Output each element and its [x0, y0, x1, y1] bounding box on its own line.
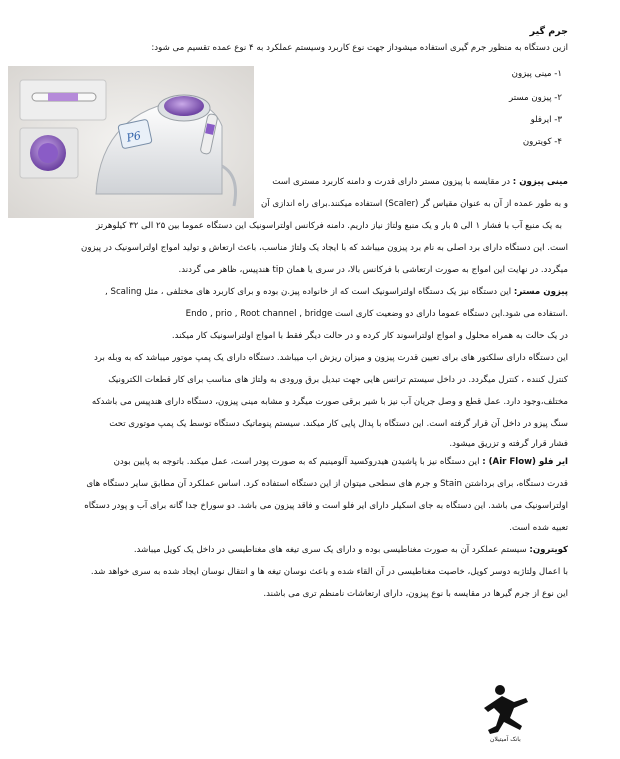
paragraph-line: به یک منبع آب با فشار ۱ الی ۵ بار و یک منبع ولتاژ نیاز داریم. دامنه فرکانس اولتراسونیک این دستگاه عموما بین ۲۵ الی ۳۲ کیلوهرتز: [95, 221, 562, 231]
paragraph-line: اولتراسونیک می باشد. این دستگاه به جای اسکیلر دارای ایر فلو است و فاقد پیزون می باشد. دو سوراخ جدا گانه برای آب و پودر دستگاه: [84, 501, 568, 511]
scaler-device-illustration: [8, 66, 254, 218]
paragraph-line: قدرت دستگاه، برای برداشتن Stain و جرم های سطحی میتوان از این دستگاه استفاده کرد. اساس عملکرد آن مطابق سایر دستگاه های: [86, 479, 568, 489]
paragraph-line: این دستگاه دارای سلکتور های برای تعیین قدرت پیزون و میزان ریزش اب میباشد. دستگاه دارای یک پمپ موتور میباشد که به وبله برد: [93, 353, 568, 363]
runner-logo-icon: [480, 680, 546, 744]
paragraph-line: Endo , prio , Root channel , bridge استفاده می شود.این دستگاه عموما دارای دو وضعیت کاری است.: [185, 309, 568, 319]
paragraph-line: این نوع از جرم گیرها در مقایسه با نوع پیزون، دارای ارتعاشات نامنظم تری می باشند.: [263, 589, 568, 599]
paragraph-line: تعبیه شده است.: [509, 523, 568, 533]
list-item: ۳- ایرفلو: [530, 115, 562, 125]
intro-paragraph: ازین دستگاه به منظور جرم گیری استفاده میشوداز جهت نوع کاربرد وسیستم عملکرد به ۴ نوع عمده تقسیم می شود:: [151, 43, 568, 53]
paragraph-line: پیزون مستر: این دستگاه نیز یک دستگاه اولتراسونیک است که از خانواده پیز.ن بوده و برای کاربرد های مختلفی ، مثل Scaling ,: [105, 287, 568, 297]
scaler-device-photo: [8, 66, 254, 218]
paragraph-line: ایر فلو (Air Flow) : این دستگاه نیز با پاشیدن هیدروکسید آلومینیم که به صورت پودر است، عمل میکند. باتوجه به پایین بودن: [113, 457, 568, 467]
paragraph-line: کویترون: سیستم عملکرد آن به صورت مغناطیسی بوده و دارای یک سری تیغه های مغناطیسی در داخل یک کویل میباشد.: [133, 545, 568, 555]
paragraph-line: با اعمال ولتاژبه دوسر کویل، خاصیت مغناطیسی در آن القاء شده و باعث نوسان تیغه ها و انتقال نوسان ایجاد شده به سری خواهد شد.: [90, 567, 568, 577]
list-item: ۲- پیزون مستر: [509, 93, 562, 103]
paragraph-line: فشار قرار گرفته و تزریق میشود.: [449, 439, 568, 449]
publisher-logo: [480, 680, 546, 744]
paragraph-line: کنترل کننده ، کنترل میگردد. در داخل سیستم ترانس هایی جهت تبدیل برق ورودی به ولتاژ های مناسب برای کار قطعات الکترونیک: [108, 375, 568, 385]
paragraph-line: و به طور عمده از آن به عنوان مقیاس گر (Scaler) استفاده میکنند.برای راه اندازی آن: [260, 199, 568, 209]
brand-mark: P6: [125, 128, 143, 145]
paragraph-line: میگردد. در نهایت این امواج به صورت ارتعاشی با فرکانس بالا، در سری یا همان tip هندپیس، ظاهر می گردند.: [178, 265, 568, 275]
paragraph-line: سنگ پیزو در داخل آن قرار گرفته است. این دستگاه با پدال پایی کار میکند. سیستم پنوماتیک دستگاه توسط یک پمپ موتوری تحت: [109, 419, 568, 429]
list-item: ۱- مینی پیزون: [511, 69, 562, 79]
paragraph-line: است. این دستگاه دارای برد اصلی به نام برد پیزون میباشد که با ایجاد یک ولتاژ مناسب، باعث ارتعاش و تولید امواج اولتراسونیک در پیزون: [81, 243, 568, 253]
paragraph-line: مختلف،وجود دارد. عمل قطع و وصل جریان آب نیز با شیر برقی صورت میگرد و مشابه مینی پیزون، دستگاه دارای هندپیس می باشدکه: [91, 397, 568, 407]
paragraph-line: در یک حالت به همراه محلول و امواج اولتراسوند کار کرده و در حالت دیگر فقط با امواج اولتراسونیک کار میکند.: [171, 331, 568, 341]
logo-caption: بانک آمیتیلان: [490, 736, 521, 743]
paragraph-line: مینی پیزون : در مقایسه با پیزون مستر دارای قدرت و دامنه کاربرد مستری است: [272, 177, 568, 187]
list-item: ۴- کویترون: [522, 137, 562, 147]
section-title: جرم گیر: [529, 26, 568, 37]
